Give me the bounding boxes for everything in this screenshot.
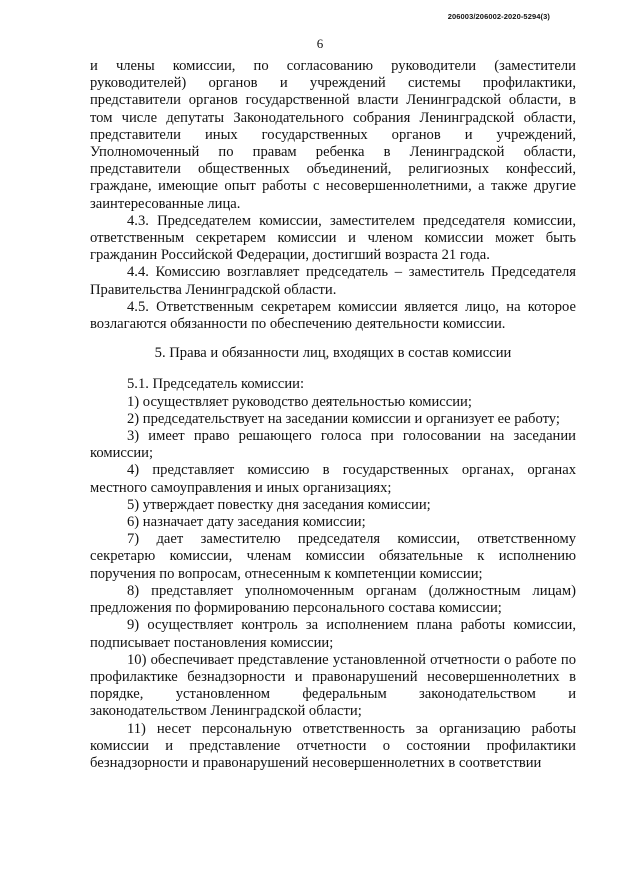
list-item-9: 9) осуществляет контроль за исполнением плана работы комиссии, подписывает постановления комиссии; <box>90 617 576 651</box>
section-heading-5: 5. Права и обязанности лиц, входящих в состав комиссии <box>154 345 512 362</box>
list-item-4: 4) представляет комиссию в государственных органах, органах местного самоуправления и иных организациях; <box>90 462 576 496</box>
paragraph-4-4: 4.4. Комиссию возглавляет председатель – заместитель Председателя Правительства Ленинградской области. <box>90 264 576 298</box>
paragraph-4-5: 4.5. Ответственным секретарем комиссии является лицо, на которое возлагаются обязанности по обеспечению деятельности комиссии. <box>90 298 576 333</box>
list-item-1: 1) осуществляет руководство деятельностью комиссии; <box>127 393 472 410</box>
list-item-8: 8) представляет уполномоченным органам (должностным лицам) предложения по формированию персонального состава комиссии; <box>90 582 576 617</box>
page-number: 6 <box>316 36 324 51</box>
list-item-2: 2) председательствует на заседании комиссии и организует ее работу; <box>127 410 560 427</box>
paragraph-members: и члены комиссии, по согласованию руководители (заместители руководителей) органов и учреждений системы профилактики, представители органов государственной власти Ленинградской области, в том числе депутаты Законодательного собрания Ленинградской области, представители иных государственных органов и учреждений, Уполномоченный по правам ребенка в Ленинградской области, представители общественных объединений, религиозных конфессий, граждане, имеющие опыт работы с несовершеннолетними, а также другие заинтересованные лица. <box>90 58 576 212</box>
document-id: 206003/206002-2020-5294(3) <box>447 12 550 21</box>
list-item-3: 3) имеет право решающего голоса при голосовании на заседании комиссии; <box>90 428 576 462</box>
list-item-11: 11) несет персональную ответственность за организацию работы комиссии и представление отчетности о состоянии профилактики безнадзорности и правонарушений несовершеннолетних в соответствии <box>90 720 576 771</box>
list-item-5: 5) утверждает повестку дня заседания комиссии; <box>127 496 431 513</box>
paragraph-5-1: 5.1. Председатель комиссии: <box>127 376 305 393</box>
list-item-7: 7) дает заместителю председателя комиссии, ответственному секретарю комиссии, членам комиссии обязательные к исполнению поручения по вопросам, отнесенным к компетенции комиссии; <box>90 531 576 582</box>
paragraph-4-3: 4.3. Председателем комиссии, заместителем председателя комиссии, ответственным секретарем комиссии и членом комиссии может быть гражданин Российской Федерации, достигший возраста 21 года. <box>90 212 576 264</box>
list-item-10: 10) обеспечивает представление установленной отчетности о работе по профилактике безнадзорности и правонарушений несовершеннолетних в порядке, установленном федеральным законодательством и законодательством Ленинградской области; <box>90 651 576 720</box>
list-item-6: 6) назначает дату заседания комиссии; <box>127 514 366 531</box>
document-body <box>90 58 576 772</box>
